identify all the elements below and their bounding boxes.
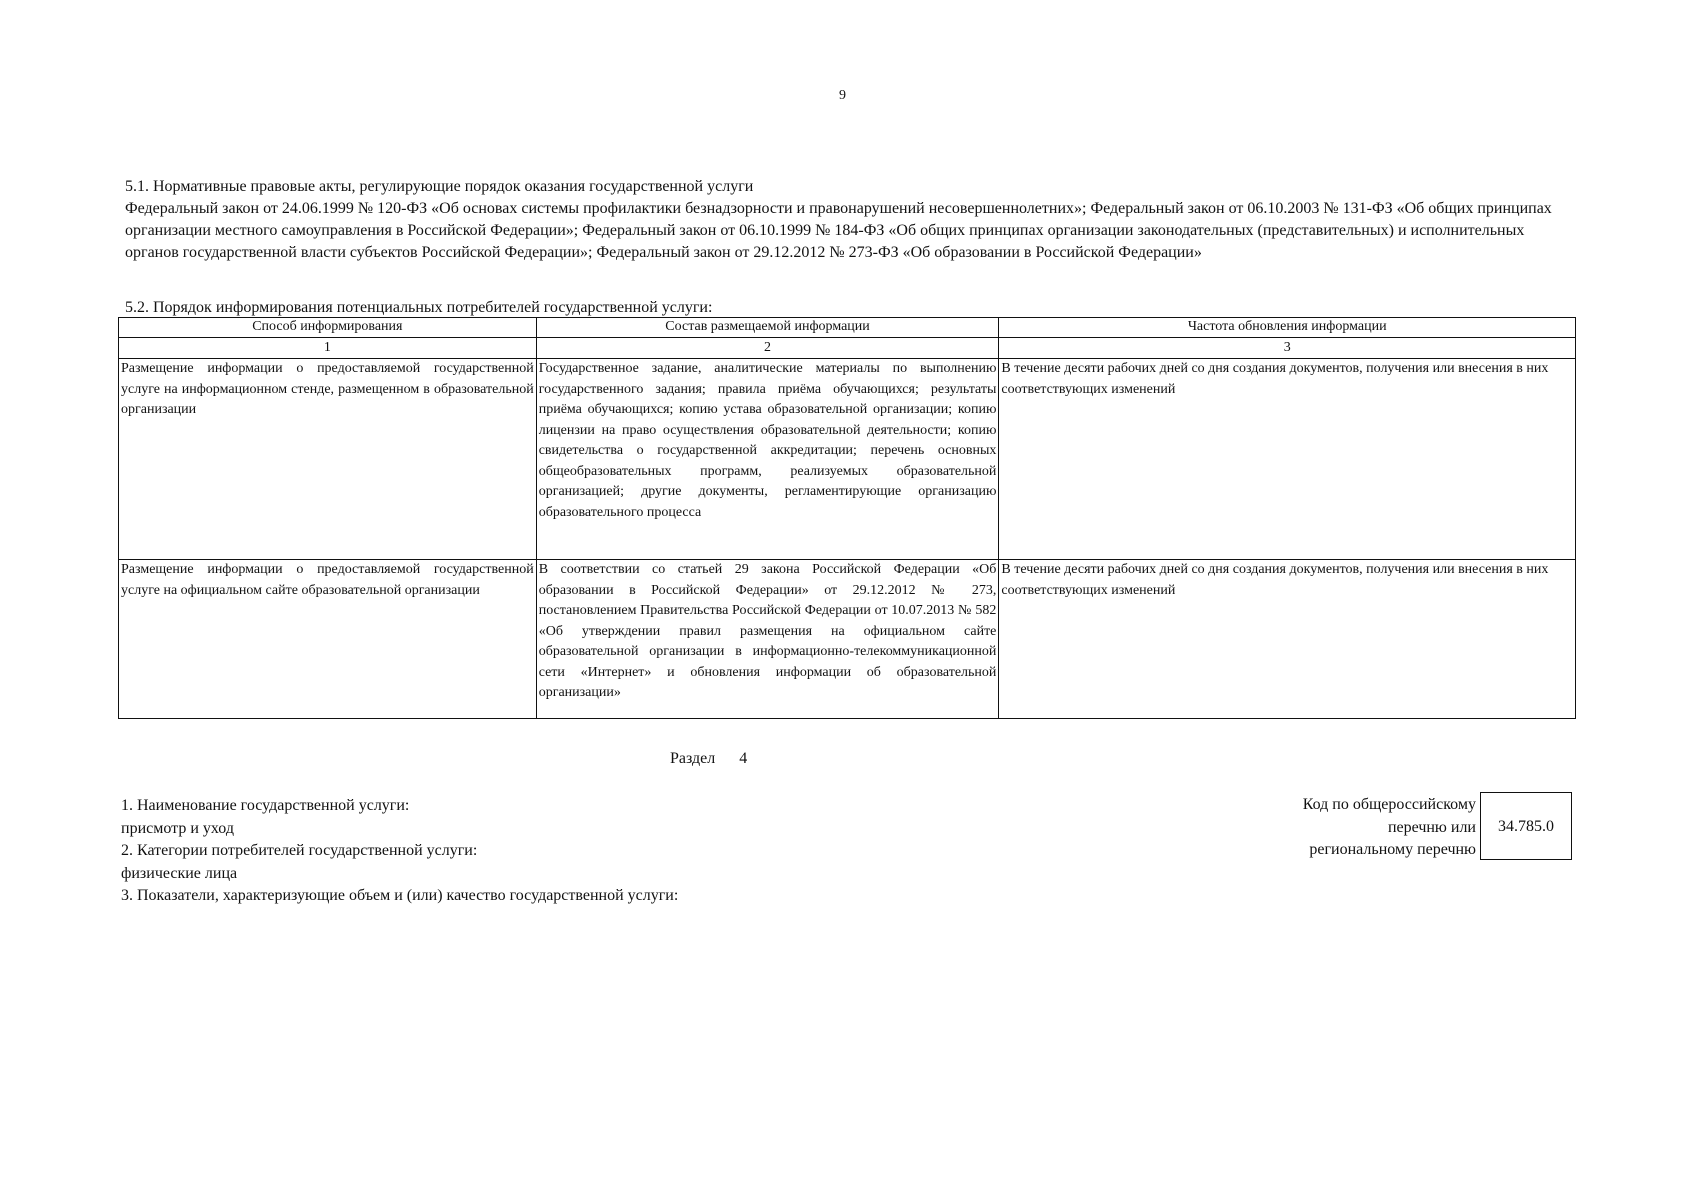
column-header-content: Состав размещаемой информации: [536, 318, 999, 338]
content-cell: В соответствии со статьей 29 закона Российской Федерации «Об образовании в Российской Федерации» от 29.12.2012 № 273, постановлением Правительства Российской Федерации от 10.07.2013 № 582 «Об утверждении правил размещения на официальном сайте образовательной организации в информационно-телекоммуникационной сети «Интернет» и обновления информации об образовательной организации»: [536, 560, 999, 719]
column-number: 3: [999, 338, 1576, 359]
consumer-category-label: 2. Категории потребителей государственной услуги:: [121, 842, 478, 859]
registry-code-label: [1200, 794, 1476, 862]
page-number: 9: [839, 88, 846, 103]
table-row: [119, 359, 1576, 560]
column-number: 2: [536, 338, 999, 359]
registry-code-label-line: региональному перечню: [1309, 841, 1476, 858]
section-number: 4: [739, 750, 748, 767]
method-cell: Размещение информации о предоставляемой государственной услуге на информационном стенде, размещенном в образовательной организации: [119, 359, 537, 560]
table-row: [119, 560, 1576, 719]
table-header-row: [119, 318, 1576, 338]
section-label: Раздел: [670, 750, 716, 767]
frequency-cell: В течение десяти рабочих дней со дня создания документов, получения или внесения в них соответствующих изменений: [999, 560, 1576, 719]
consumer-category-value: физические лица: [121, 864, 238, 882]
service-name-label: 1. Наименование государственной услуги:: [121, 797, 410, 814]
legal-acts-text: Федеральный закон от 24.06.1999 № 120-ФЗ «Об основах системы профилактики безнадзорности и правонарушений несовершеннолетних»; Федеральный закон от 06.10.2003 № 131-ФЗ «Об общих принципах организации местного самоуправления в Российской Федерации»; Федеральный закон от 06.10.1999 № 184-ФЗ «Об общих принципах организации законодательных (представительных) и исполнительных органов государственной власти субъектов Российской Федерации»; Федеральный закон от 29.12.2012 № 273-ФЗ «Об образовании в Российской Федерации»: [125, 200, 1552, 261]
frequency-cell: В течение десяти рабочих дней со дня создания документов, получения или внесения в них соответствующих изменений: [999, 359, 1576, 560]
legal-acts-heading: 5.1. Нормативные правовые акты, регулирующие порядок оказания государственной услуги: [125, 178, 754, 195]
column-number-row: [119, 338, 1576, 359]
service-description: [121, 795, 678, 908]
method-cell: Размещение информации о предоставляемой государственной услуге на официальном сайте образовательной организации: [119, 560, 537, 719]
service-name-value: присмотр и уход: [121, 819, 234, 837]
column-number: 1: [119, 338, 537, 359]
column-header-method: Способ информирования: [119, 318, 537, 338]
section-title: [670, 750, 747, 768]
informing-procedure-heading: 5.2. Порядок информирования потенциальных потребителей государственной услуги:: [125, 299, 713, 316]
content-cell: Государственное задание, аналитические материалы по выполнению государственного задания; правила приёма обучающихся; результаты приёма обучающихся; копию устава образовательной организации; копию лицензии на право осуществления образовательной деятельности; копию свидетельства о государственной аккредитации; перечень основных общеобразовательных программ, реализуемых образовательной организацией; другие документы, регламентирующие организацию образовательного процесса: [536, 359, 999, 560]
registry-code-value: 34.785.0: [1480, 792, 1572, 860]
informing-table: [118, 317, 1576, 719]
registry-code-label-line: Код по общероссийскому: [1302, 796, 1476, 813]
registry-code-label-line: перечню или: [1387, 818, 1476, 836]
column-header-frequency: Частота обновления информации: [999, 318, 1576, 338]
indicators-label: 3. Показатели, характеризующие объем и (или) качество государственной услуги:: [121, 887, 679, 904]
